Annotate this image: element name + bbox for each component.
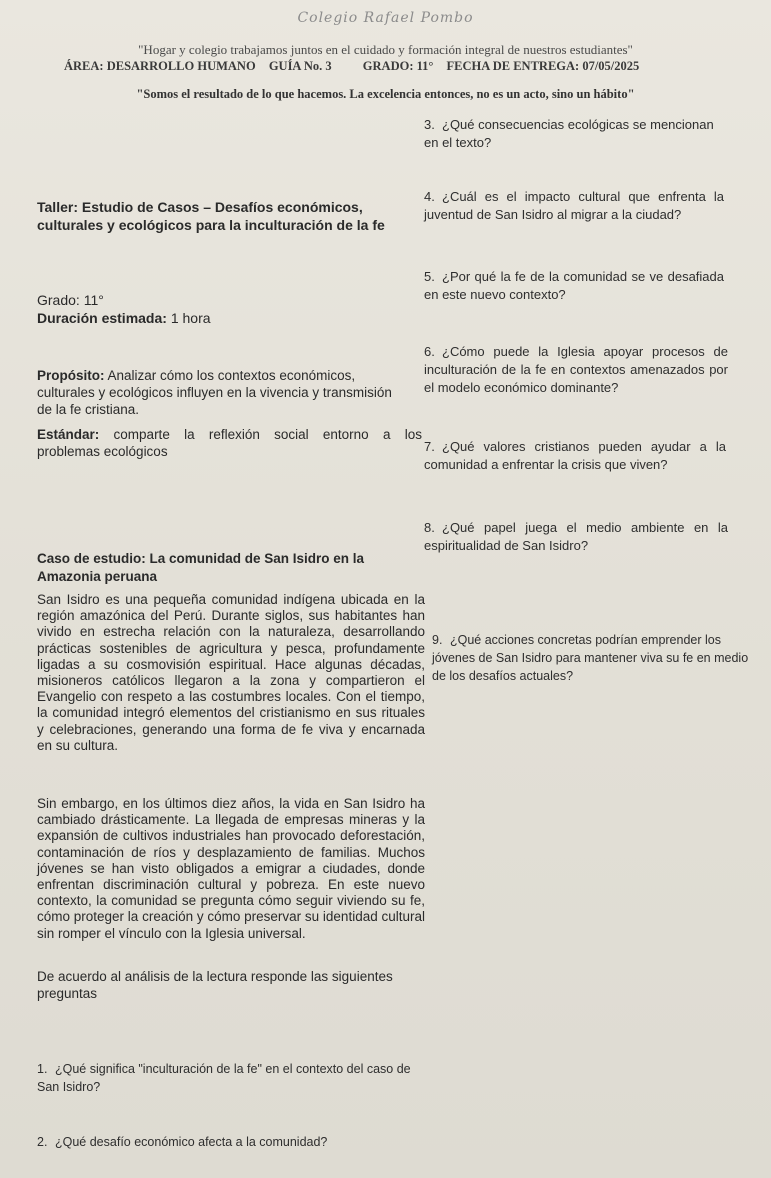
question-8: 8. ¿Qué papel juega el medio ambiente en la espiritualidad de San Isidro? [424, 520, 728, 553]
purpose-text-line1: Analizar cómo los contextos económicos, [107, 368, 356, 383]
purpose-text-line2: culturales y ecológicos influyen en la vivencia y transmisión [37, 385, 392, 400]
standard-text-line1: comparte la reflexión social entorno a los [113, 427, 422, 442]
question-3: 3. ¿Qué consecuencias ecológicas se mencionan en el texto? [424, 117, 714, 150]
question-8-text: ¿Qué papel juega el medio ambiente en la espiritualidad de San Isidro? [424, 520, 728, 553]
question-3-text: ¿Qué consecuencias ecológicas se mencionan en el texto? [424, 117, 714, 150]
question-1: 1. ¿Qué significa "inculturación de la fe" en el contexto del caso de San Isidro? [37, 1062, 411, 1094]
question-4: 4. ¿Cuál es el impacto cultural que enfrenta la juventud de San Isidro al migrar a la ciudad? [424, 189, 724, 222]
question-2: 2. ¿Qué desafío económico afecta a la comunidad? [37, 1135, 328, 1149]
question-9: 9. ¿Qué acciones concretas podrían emprender los jóvenes de San Isidro para mantener viva su fe en medio de los desafíos actuales? [432, 633, 749, 683]
question-7: 7. ¿Qué valores cristianos pueden ayudar a la comunidad a enfrentar la crisis que viven? [424, 439, 726, 472]
purpose-text-line3: de la fe cristiana. [37, 402, 140, 417]
grade-label: Grado: [37, 292, 80, 308]
question-5: 5. ¿Por qué la fe de la comunidad se ve desafiada en este nuevo contexto? [424, 269, 724, 302]
question-4-text: ¿Cuál es el impacto cultural que enfrenta la juventud de San Isidro al migrar a la ciudad? [424, 189, 724, 222]
question-5-text: ¿Por qué la fe de la comunidad se ve desafiada en este nuevo contexto? [424, 269, 724, 302]
duration-value: 1 hora [170, 310, 211, 326]
header-quote: "Somos el resultado de lo que hacemos. La excelencia entonces, no es un acto, sino un hábito" [136, 87, 635, 101]
question-7-text: ¿Qué valores cristianos pueden ayudar a la comunidad a enfrentar la crisis que viven? [424, 439, 726, 472]
question-6-text: ¿Cómo puede la Iglesia apoyar procesos de inculturación de la fe en contextos amenazados por el modelo económico dominante? [424, 344, 728, 395]
due-date: FECHA DE ENTREGA: 07/05/2025 [446, 59, 640, 73]
question-6: 6. ¿Cómo puede la Iglesia apoyar procesos de inculturación de la fe en contextos amenazados por el modelo económico dominante? [424, 344, 728, 395]
grade-row [37, 292, 337, 308]
workshop-title-line2: culturales y ecológicos para la inculturación de la fe [37, 217, 385, 233]
case-title-line1: Caso de estudio: La comunidad de San Isidro en la [37, 551, 365, 566]
purpose-label: Propósito: [37, 368, 105, 383]
guide-label: GUÍA No. 3 [268, 59, 332, 73]
question-2-text: ¿Qué desafío económico afecta a la comunidad? [55, 1135, 328, 1149]
case-paragraph-2: Sin embargo, en los últimos diez años, la vida en San Isidro ha cambiado drásticamente. La llegada de empresas mineras y la expansión de cultivos industriales han provocado deforestación, contaminación de ríos y desplazamiento de familias. Muchos jóvenes se han visto obligados a emigrar a ciudades, donde enfrentan discriminación cultural y pobreza. En este nuevo contexto, la comunidad se pregunta cómo seguir viviendo su fe, cómo proteger la creación y cómo preservar su identidad cultural sin romper el vínculo con la Iglesia universal. [37, 796, 425, 941]
purpose-block [37, 367, 422, 418]
school-motto: "Hogar y colegio trabajamos juntos en el cuidado y formación integral de nuestros estudiantes" [138, 42, 633, 57]
standard-text-line2: problemas ecológicos [37, 444, 168, 459]
header-info-line [64, 59, 724, 74]
standard-block [37, 426, 422, 460]
area-label: ÁREA: DESARROLLO HUMANO [64, 59, 256, 73]
workshop-title-line1: Taller: Estudio de Casos – Desafíos económicos, [37, 199, 363, 215]
case-paragraph-1: San Isidro es una pequeña comunidad indígena ubicada en la región amazónica del Perú. Durante siglos, sus habitantes han vivido en estrecha relación con la naturaleza, desarrollando prácticas sostenibles de agricultura y pesca, profundamente ligadas a su cosmovisión espiritual. Hace algunas décadas, misioneros católicos llegaron a la zona y compartieron el Evangelio con respeto a las costumbres locales. Con el tiempo, la comunidad integró elementos del cristianismo en sus rituales y celebraciones, generando una forma de fe viva y encarnada en su cultura. [37, 592, 425, 753]
instructions: De acuerdo al análisis de la lectura responde las siguientes preguntas [37, 969, 393, 1001]
duration-label: Duración estimada: [37, 310, 167, 326]
grade-header: GRADO: 11° [362, 59, 434, 73]
school-name: Colegio Rafael Pombo [297, 10, 474, 26]
workshop-title [37, 198, 417, 234]
grade-value: 11° [83, 292, 104, 308]
case-study-title [37, 550, 422, 586]
question-1-text: ¿Qué significa "inculturación de la fe" en el contexto del caso de San Isidro? [37, 1062, 411, 1094]
standard-label: Estándar: [37, 427, 100, 442]
duration-row [37, 310, 337, 326]
case-title-line2: Amazonia peruana [37, 569, 158, 584]
question-9-text: ¿Qué acciones concretas podrían emprender los jóvenes de San Isidro para mantener viva su fe en medio de los desafíos actuales? [432, 633, 749, 683]
